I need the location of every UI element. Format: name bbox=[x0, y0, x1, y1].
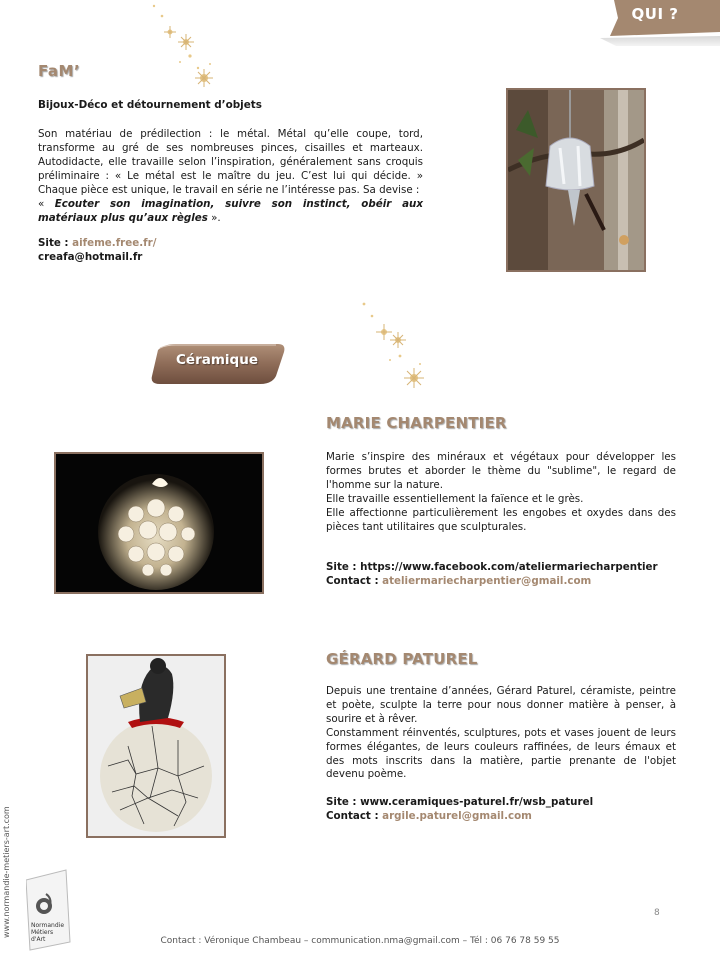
fam-site-link[interactable]: aifeme.free.fr/ bbox=[72, 237, 157, 249]
page-number: 8 bbox=[654, 908, 660, 918]
artist-links-marie-charpentier bbox=[326, 560, 658, 588]
fam-email[interactable]: creafa@hotmail.fr bbox=[38, 251, 143, 263]
artist-name-gerard-paturel: GÉRARD PATUREL bbox=[326, 650, 478, 668]
paragraph: Marie s’inspire des minéraux et végétaux pour développer les formes brutes et aborder le thème du "sublime", le regard de l'homme sur la nature. bbox=[326, 451, 676, 491]
fam-subtitle: Bijoux-Déco et détournement d’objets bbox=[38, 99, 262, 111]
site-label: Site : bbox=[326, 561, 361, 573]
site-link[interactable]: https://www.facebook.com/ateliermariecharpentier bbox=[360, 561, 658, 573]
contact-label: Contact : bbox=[326, 575, 383, 587]
fam-motto: Ecouter son imagination, suivre son instinct, obéir aux matériaux plus qu’aux règles bbox=[38, 198, 423, 224]
fam-lamp-photo bbox=[506, 88, 646, 272]
paragraph: Constamment réinventés, sculptures, pots et vases jouent de leurs formes élégantes, de leurs couleurs raffinées, de leurs émaux et des mots inscrits dans la matière, partie prenante de l'objet devenu poème. bbox=[326, 726, 676, 781]
side-website-url[interactable]: www.normandie-metiers-art.com bbox=[2, 806, 11, 938]
ceramique-section-label: Céramique bbox=[176, 352, 258, 368]
marie-charpentier-photo bbox=[54, 452, 264, 594]
logo-line: Métiers bbox=[31, 929, 54, 936]
fam-title: FaM’ bbox=[38, 62, 81, 80]
paragraph: Elle affectionne particulièrement les engobes et oxydes dans des pièces tant utilitaires que sculpturales. bbox=[326, 506, 676, 533]
quote-close: ». bbox=[207, 212, 221, 224]
logo-line: d'Art bbox=[31, 936, 46, 943]
fam-description bbox=[38, 127, 423, 225]
paragraph: Elle travaille essentiellement la faïence et le grès. bbox=[326, 492, 584, 505]
site-link[interactable]: www.ceramiques-paturel.fr/wsb_paturel bbox=[360, 796, 594, 808]
artist-description-gerard-paturel bbox=[326, 685, 676, 782]
decorative-stars-icon bbox=[150, 2, 220, 92]
fam-body-text: Son matériau de prédilection : le métal. Métal qu’elle coupe, tord, transforme au gré de ses nombreuses pinces, cisailles et marteaux. Autodidacte, elle travaille selon l’inspiration, généralement sans croquis préliminaire : « Le métal est le maître du jeu. C’est lui qui décide. » Chaque pièce est unique, le travail en série ne l’intéresse pas. Sa devise : bbox=[38, 128, 423, 196]
artist-links-gerard-paturel bbox=[326, 795, 593, 823]
contact-label: Contact : bbox=[326, 810, 383, 822]
decorative-stars-icon bbox=[358, 298, 428, 388]
contact-email-link[interactable]: ateliermariecharpentier@gmail.com bbox=[382, 575, 592, 587]
footer-contact: Contact : Véronique Chambeau – communication.nma@gmail.com – Tél : 06 76 78 59 55 bbox=[160, 936, 560, 946]
qui-tab-label[interactable]: QUI ? bbox=[631, 5, 679, 23]
quote-open: « bbox=[38, 198, 55, 210]
artist-name-marie-charpentier: MARIE CHARPENTIER bbox=[326, 414, 507, 432]
gerard-paturel-photo bbox=[86, 654, 226, 838]
fam-site-label: Site : bbox=[38, 237, 73, 249]
paragraph: Depuis une trentaine d’années, Gérard Paturel, céramiste, peintre et poète, sculpte la terre pour nous donner matière à penser, à sourire et à rêver. bbox=[326, 685, 676, 725]
fam-links bbox=[38, 236, 156, 264]
site-label: Site : bbox=[326, 796, 361, 808]
contact-email-link[interactable]: argile.paturel@gmail.com bbox=[382, 810, 532, 822]
artist-description-marie-charpentier bbox=[326, 451, 676, 534]
logo-line: Normandie bbox=[31, 922, 65, 929]
